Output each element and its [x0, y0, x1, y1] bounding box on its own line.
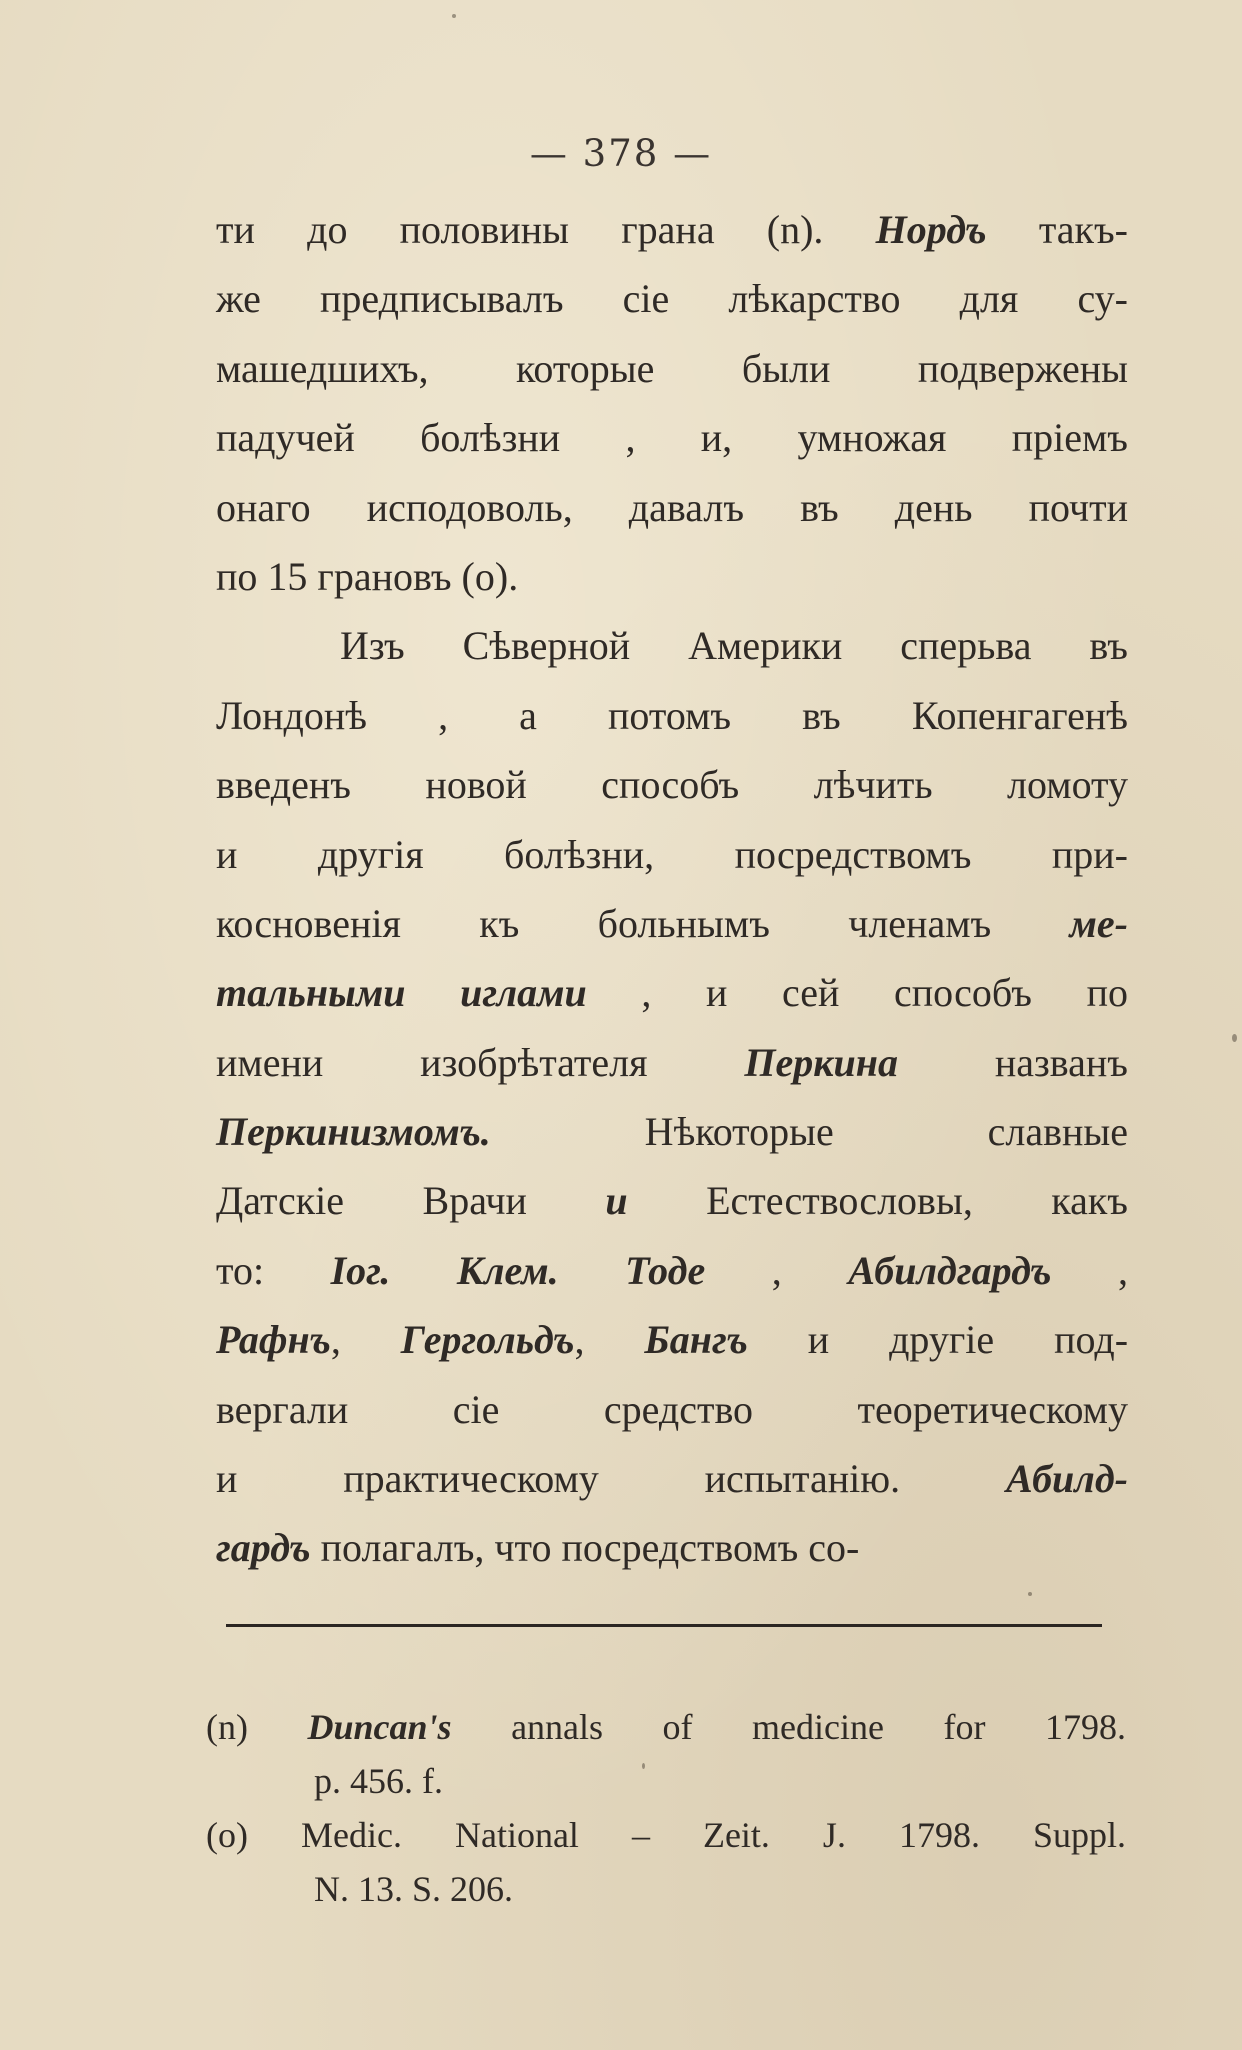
text-run: и другiе под- [747, 1317, 1129, 1363]
main-text [216, 195, 1128, 1583]
text-run: , [574, 1317, 645, 1363]
footnote-rule [226, 1624, 1102, 1627]
text-run: вергали сiе средство теоретическому [216, 1386, 1128, 1432]
paper-speck [1028, 1592, 1032, 1596]
text-run: и практическому испытанiю. [216, 1456, 1007, 1502]
italic-text: ме- [1069, 900, 1128, 946]
page-number: — 378 — [529, 132, 713, 175]
text-run: полагалъ, что посредствомъ со- [310, 1525, 860, 1571]
italic-text: Перкина [744, 1039, 898, 1085]
italic-text: Абилдгардъ [848, 1247, 1052, 1293]
text-run: имени изобрѣтателя [216, 1039, 745, 1085]
text-run: , и сей способъ по [586, 970, 1128, 1016]
text-run: машедшихъ, которые были подвержены [216, 345, 1128, 391]
text-run: (o) Medic. National – Zeit. J. 1798. Suppl. [206, 1815, 1126, 1855]
italic-text: гардъ [216, 1525, 311, 1571]
text-run: N. 13. S. 206. [314, 1869, 514, 1909]
footnote-line [206, 1862, 1126, 1916]
text-run: Нѣкоторые славные [490, 1109, 1128, 1155]
paper-speck [1232, 1034, 1237, 1042]
text-line [216, 542, 1128, 611]
text-run: же предписывалъ сiе лѣкарство для су- [216, 276, 1128, 322]
text-line [216, 750, 1128, 819]
text-run: косновенiя къ больнымъ членамъ [216, 900, 1070, 946]
italic-text: Гергольдъ [400, 1317, 575, 1363]
text-line [216, 1166, 1128, 1235]
text-run: Изъ Сѣверной Америки сперьва въ [340, 623, 1128, 669]
italic-text: тальными иглами [216, 970, 587, 1016]
italic-text: Duncan's [307, 1707, 452, 1747]
text-run: названъ [897, 1039, 1128, 1085]
text-run: annals of medicine for 1798. [451, 1707, 1127, 1747]
italic-text: Рафнъ [216, 1317, 331, 1363]
text-line [216, 264, 1128, 333]
text-line [216, 958, 1128, 1027]
text-run: , [330, 1317, 401, 1363]
text-line [216, 1305, 1128, 1374]
footnote-line [206, 1808, 1126, 1862]
text-line [216, 1375, 1128, 1444]
text-run: введенъ новой способъ лѣчить ломоту [216, 762, 1128, 808]
text-line [216, 1236, 1128, 1305]
text-run: по 15 гpановъ (о). [216, 553, 519, 599]
text-line [216, 820, 1128, 889]
text-run: Естествословы, какъ [627, 1178, 1128, 1224]
text-run: p. 456. f. [314, 1761, 443, 1801]
italic-text: Iог. Клем. Тоде [330, 1247, 706, 1293]
text-line [216, 473, 1128, 542]
text-line [216, 611, 1128, 680]
text-run: Лондонѣ , а потомъ въ Копенгагенѣ [216, 692, 1128, 738]
text-line [216, 334, 1128, 403]
italic-text: Бангъ [644, 1317, 748, 1363]
paper-speck [452, 14, 456, 18]
text-line [216, 1444, 1128, 1513]
footnote-line [206, 1700, 1126, 1754]
text-line [216, 1028, 1128, 1097]
text-run: онаго исподоволь, давалъ въ день почти [216, 484, 1128, 530]
text-run: ти до половины грана (n). [216, 207, 876, 252]
italic-text: Абилд- [1006, 1456, 1128, 1502]
paper-speck [642, 1763, 645, 1769]
text-line [216, 1097, 1128, 1166]
text-run: (n) [206, 1707, 308, 1747]
italic-text: Нордъ [875, 207, 987, 252]
text-line [216, 195, 1128, 264]
italic-text: Перкинизмомъ. [216, 1109, 491, 1155]
text-run: то: [216, 1247, 331, 1293]
text-line [216, 1513, 1128, 1582]
text-line [216, 403, 1128, 472]
text-run: Датскiе Врачи [216, 1178, 606, 1224]
text-run: , [705, 1247, 849, 1293]
italic-text: и [605, 1178, 628, 1224]
text-run: такъ- [986, 207, 1128, 252]
text-run: и другiя болѣзни, посредствомъ при- [216, 831, 1128, 877]
text-run: , [1051, 1247, 1128, 1293]
footnote-line [206, 1754, 1126, 1808]
text-line [216, 889, 1128, 958]
text-run: падучей болѣзни , и, умножая прiемъ [216, 415, 1128, 461]
text-line [216, 681, 1128, 750]
footnotes [206, 1700, 1126, 1916]
